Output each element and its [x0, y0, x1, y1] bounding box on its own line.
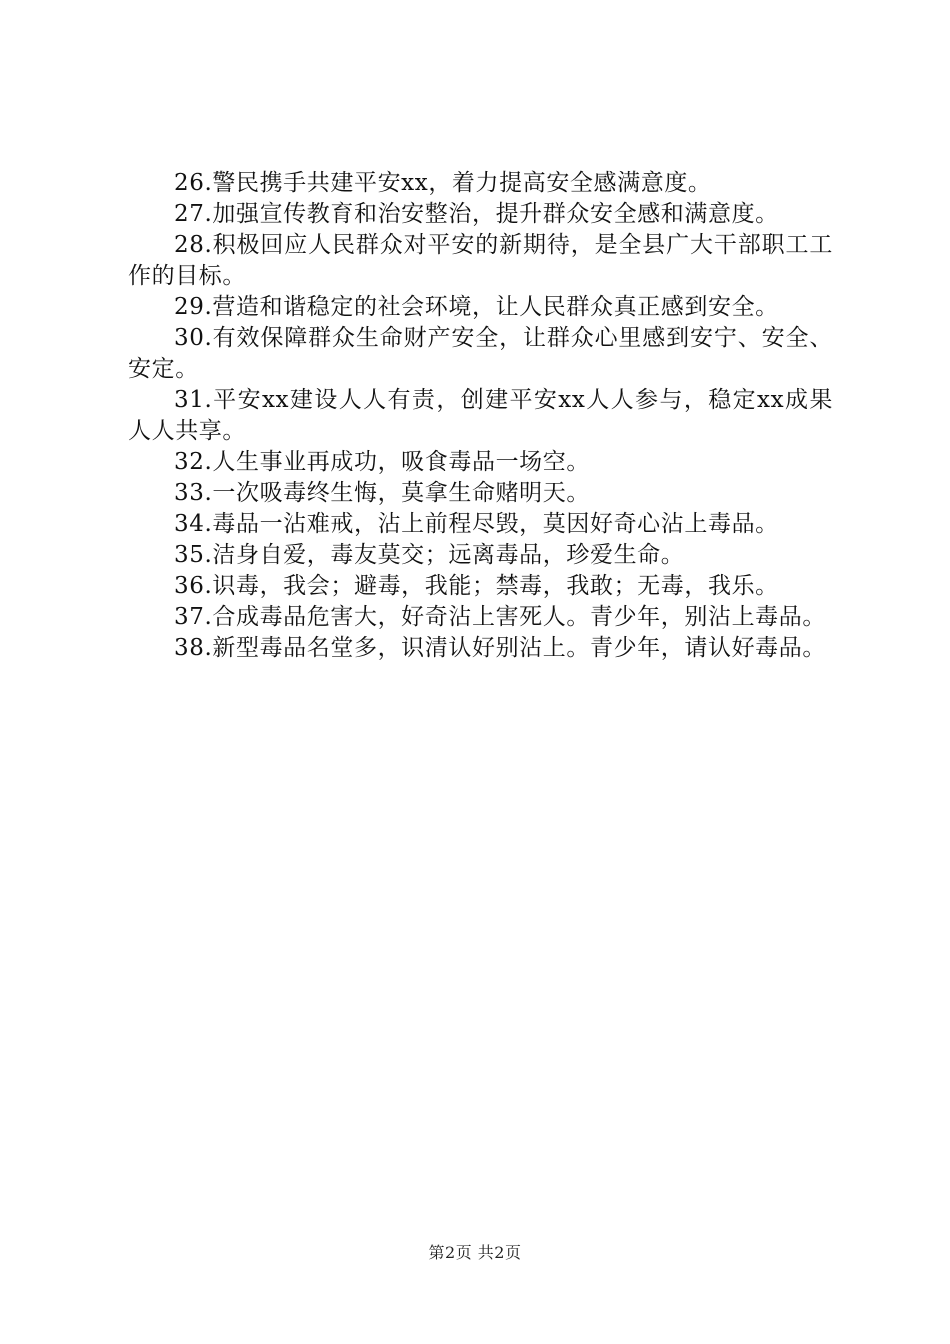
page-number-footer: 第2页 共2页: [428, 1243, 522, 1262]
slogan-item-26: 26.警民携手共建平安xx，着力提高安全感满意度。: [174, 170, 712, 196]
slogan-item-38: 38.新型毒品名堂多，识清认好别沾上。青少年，请认好毒品。: [174, 635, 826, 661]
slogan-item-33: 33.一次吸毒终生悔，莫拿生命赌明天。: [174, 480, 590, 506]
slogan-item-36: 36.识毒，我会；避毒，我能；禁毒，我敢；无毒，我乐。: [174, 573, 779, 599]
slogan-item-37: 37.合成毒品危害大，好奇沾上害死人。青少年，别沾上毒品。: [174, 604, 826, 630]
slogan-item-32: 32.人生事业再成功，吸食毒品一场空。: [174, 449, 590, 475]
slogan-item-27: 27.加强宣传教育和治安整治，提升群众安全感和满意度。: [174, 201, 779, 227]
slogan-item-30: 30.有效保障群众生命财产安全，让群众心里感到安宁、安全、安定。: [128, 325, 833, 382]
document-body: [128, 168, 833, 664]
slogan-item-34: 34.毒品一沾难戒，沾上前程尽毁，莫因好奇心沾上毒品。: [174, 511, 779, 537]
slogan-item-35: 35.洁身自爱，毒友莫交；远离毒品，珍爱生命。: [174, 542, 685, 568]
slogan-item-29: 29.营造和谐稳定的社会环境，让人民群众真正感到安全。: [174, 294, 779, 320]
slogan-item-28: 28.积极回应人民群众对平安的新期待，是全县广大干部职工工作的目标。: [128, 232, 833, 289]
slogan-item-31: 31.平安xx建设人人有责，创建平安xx人人参与，稳定xx成果人人共享。: [128, 387, 833, 444]
